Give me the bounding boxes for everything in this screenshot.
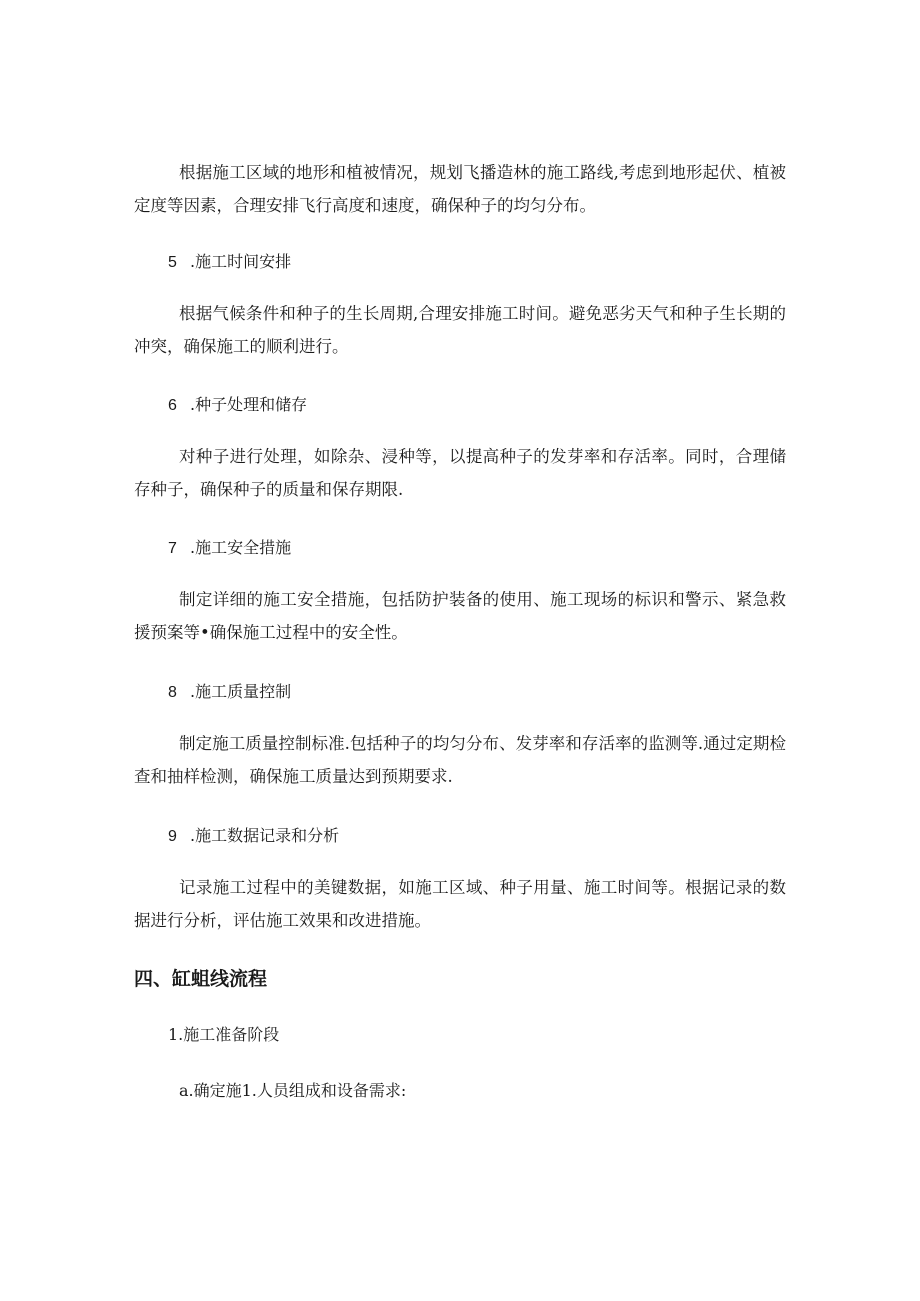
heading-data-recording bbox=[168, 825, 339, 848]
heading-title: .施工质量控制 bbox=[190, 682, 292, 701]
heading-construction-time bbox=[168, 251, 291, 274]
heading-number: 7 bbox=[168, 540, 177, 557]
heading-number: 8 bbox=[168, 684, 177, 701]
heading-number: 5 bbox=[168, 254, 177, 271]
paragraph-safety-measures: 制定详细的施工安全措施，包括防护装备的使用、施工现场的标识和警示、紧急救援预案等•确保施工过程中的安全性。 bbox=[134, 590, 786, 642]
section-title: 四、缸蛆线流程 bbox=[134, 968, 268, 990]
heading-seed-processing bbox=[168, 394, 307, 417]
heading-title: .种子处理和储存 bbox=[190, 395, 308, 414]
subsection-preparation-a: a.确定施1.人员组成和设备需求: bbox=[179, 1081, 407, 1100]
heading-title: .施工安全措施 bbox=[190, 538, 292, 557]
paragraph-quality-control: 制定施工质量控制标准.包括种子的均匀分布、发芽率和存活率的监测等.通过定期检查和抽样检测，确保施工质量达到预期要求. bbox=[134, 734, 786, 786]
paragraph-data-recording: 记录施工过程中的美键数据，如施工区域、种子用量、施工时间等。根据记录的数据进行分析，评估施工效果和改进措施。 bbox=[134, 878, 786, 930]
paragraph-flight-route: 根据施工区域的地形和植被情况，规划飞播造林的施工路线,考虑到地形起伏、植被定度等因素，合理安排飞行高度和速度，确保种子的均匀分布。 bbox=[134, 163, 786, 215]
heading-number: 9 bbox=[168, 828, 177, 845]
heading-number: 6 bbox=[168, 397, 177, 414]
heading-title: .施工时间安排 bbox=[190, 252, 292, 271]
heading-quality-control bbox=[168, 681, 291, 704]
paragraph-construction-time: 根据气候条件和种子的生长周期,合理安排施工时间。避免恶劣天气和种子生长期的冲突，确保施工的顺利进行。 bbox=[134, 304, 786, 356]
subsection-preparation: 1.施工准备阶段 bbox=[168, 1025, 280, 1044]
heading-safety-measures bbox=[168, 537, 291, 560]
heading-title: .施工数据记录和分析 bbox=[190, 826, 340, 845]
paragraph-seed-processing: 对种子进行处理，如除杂、浸种等，以提高种子的发芽率和存活率。同时，合理储存种子，确保种子的质量和保存期限. bbox=[134, 447, 786, 499]
